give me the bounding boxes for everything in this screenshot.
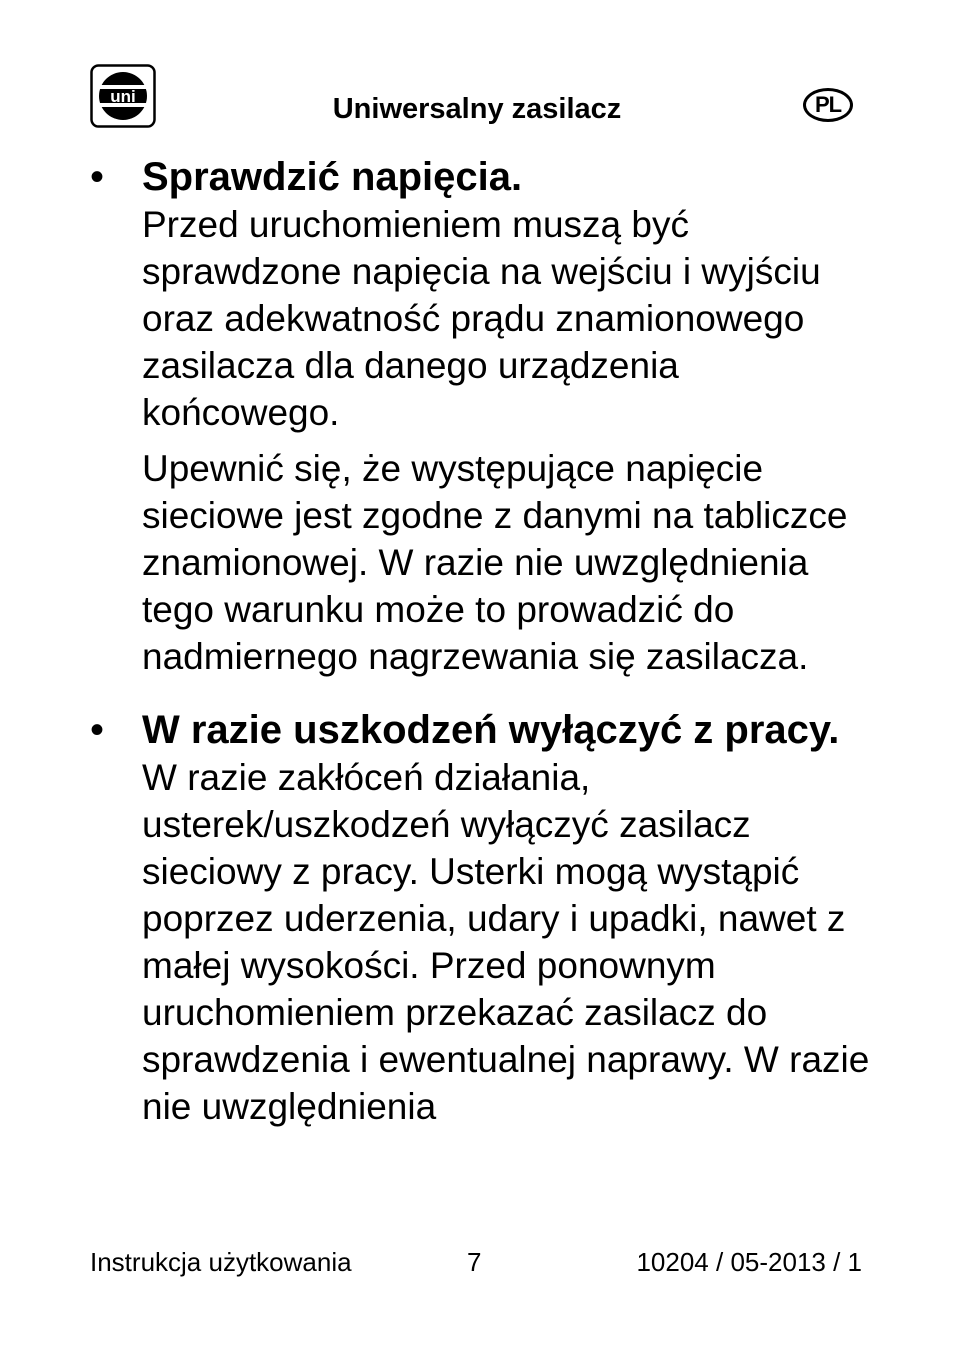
page-title: Uniwersalny zasilacz [332, 93, 622, 125]
main-content [90, 154, 870, 1130]
footer-page-number: 7 [467, 1247, 482, 1277]
language-badge: PL [803, 88, 853, 122]
bullet-icon: • [90, 155, 105, 199]
section-paragraph: Przed uruchomieniem muszą być sprawdzone napięcia na wejściu i wyjściu oraz adekwatność prądu znamionowego zasilacza dla danego urządzenia końcowego. [142, 204, 821, 433]
section-title: W razie uszkodzeń wyłączyć z pracy. [142, 708, 840, 752]
bullet-icon: • [90, 708, 105, 752]
section-paragraph: Upewnić się, że występujące napięcie sieciowe jest zgodne z danymi na tabliczce znamionowej. W razie nie uwzględnienia tego warunku może to prowadzić do nadmiernego nagrzewania się zasilacza. [142, 448, 848, 677]
footer-document-code: 10204 / 05-2013 / 1 [636, 1247, 862, 1277]
section-damage-shutdown [90, 707, 870, 1130]
section-check-voltages [90, 154, 870, 680]
section-paragraph: W razie zakłóceń działania, usterek/uszkodzeń wyłączyć zasilacz sieciowy z pracy. Usterki mogą wystąpić poprzez uderzenia, udary i upadki, nawet z małej wysokości. Przed ponownym uruchomieniem przekazać zasilacz do sprawdzenia i ewentualnej naprawy. W razie nie uwzględnienia [142, 757, 870, 1127]
svg-text:uni: uni [110, 87, 136, 106]
section-title: Sprawdzić napięcia. [142, 155, 523, 199]
footer-manual-label: Instrukcja użytkowania [90, 1247, 352, 1277]
